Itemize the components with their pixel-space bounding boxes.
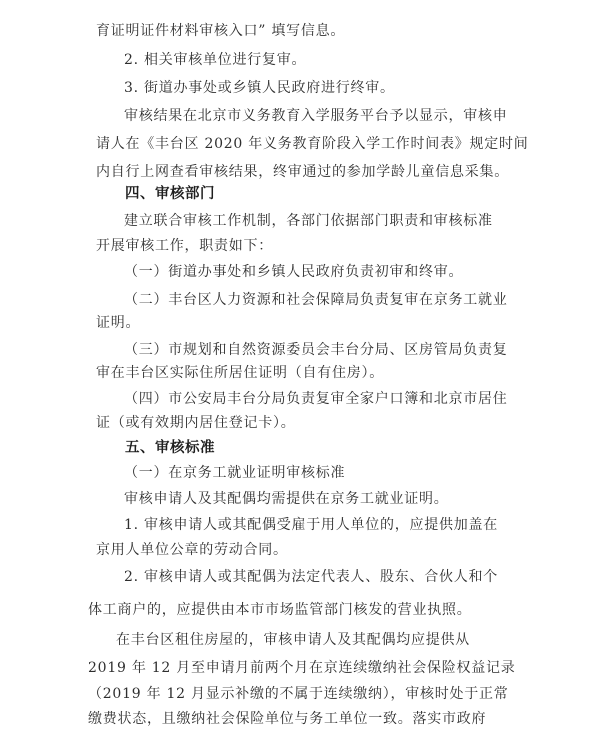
paragraph-line: 请人在《丰台区 2020 年义务教育阶段入学工作时间表》规定时间: [96, 136, 529, 152]
paragraph-line: （三）市规划和自然资源委员会丰台分局、区房管局负责复: [124, 342, 508, 358]
paragraph-line: （一）街道办事处和乡镇人民政府负责初审和终审。: [124, 264, 464, 280]
paragraph-line: 在丰台区租住房屋的，审核申请人及其配偶均应提供从: [116, 632, 470, 648]
paragraph-line: 3. 街道办事处或乡镇人民政府进行终审。: [124, 80, 395, 96]
paragraph-line: 开展审核工作，职责如下：: [96, 238, 273, 254]
paragraph-line: 证（或有效期内居住登记卡）。: [96, 415, 296, 431]
paragraph-line: 审核申请人及其配偶均需提供在京务工就业证明。: [124, 491, 449, 507]
paragraph-line: 缴费状态，且缴纳社会保险单位与务工单位一致。落实市政府: [88, 711, 487, 727]
paragraph-line: （一）在京务工就业证明审核标准: [124, 465, 346, 481]
paragraph-line: 2019 年 12 月至申请月前两个月在京连续缴纳社会保险权益记录: [88, 660, 516, 676]
paragraph-line: 1. 审核申请人或其配偶受雇于用人单位的，应提供加盖在: [124, 517, 499, 533]
paragraph-line: 京用人单位公章的劳动合同。: [96, 542, 288, 558]
paragraph-line: （2019 年 12 月显示补缴的不属于连续缴纳），审核时处于正常: [88, 686, 509, 702]
paragraph-line: 育证明证件材料审核入口” 填写信息。: [96, 23, 346, 39]
paragraph-line: 体工商户的，应提供由本市市场监管部门核发的营业执照。: [88, 602, 472, 618]
paragraph-line: 内自行上网查看审核结果，终审通过的参加学龄儿童信息采集。: [96, 164, 509, 180]
paragraph-line: （二）丰台区人力资源和社会保障局负责复审在京务工就业: [124, 292, 508, 308]
paragraph-line: 2. 相关审核单位进行复审。: [124, 52, 307, 68]
section-heading: 五、审核标准: [125, 440, 215, 456]
paragraph-line: 证明。: [96, 315, 141, 331]
paragraph-line: （四）市公安局丰台分局负责复审全家户口簿和北京市居住: [124, 391, 508, 407]
paragraph-line: 2. 审核申请人或其配偶为法定代表人、股东、合伙人和个: [124, 569, 499, 585]
paragraph-line: 建立联合审核工作机制，各部门依据部门职责和审核标准: [124, 213, 493, 229]
paragraph-line: 审核结果在北京市义务教育入学服务平台予以显示，审核申: [124, 108, 508, 124]
section-heading: 四、审核部门: [125, 186, 215, 202]
paragraph-line: 审在丰台区实际住所居住证明（自有住房）。: [96, 365, 384, 381]
